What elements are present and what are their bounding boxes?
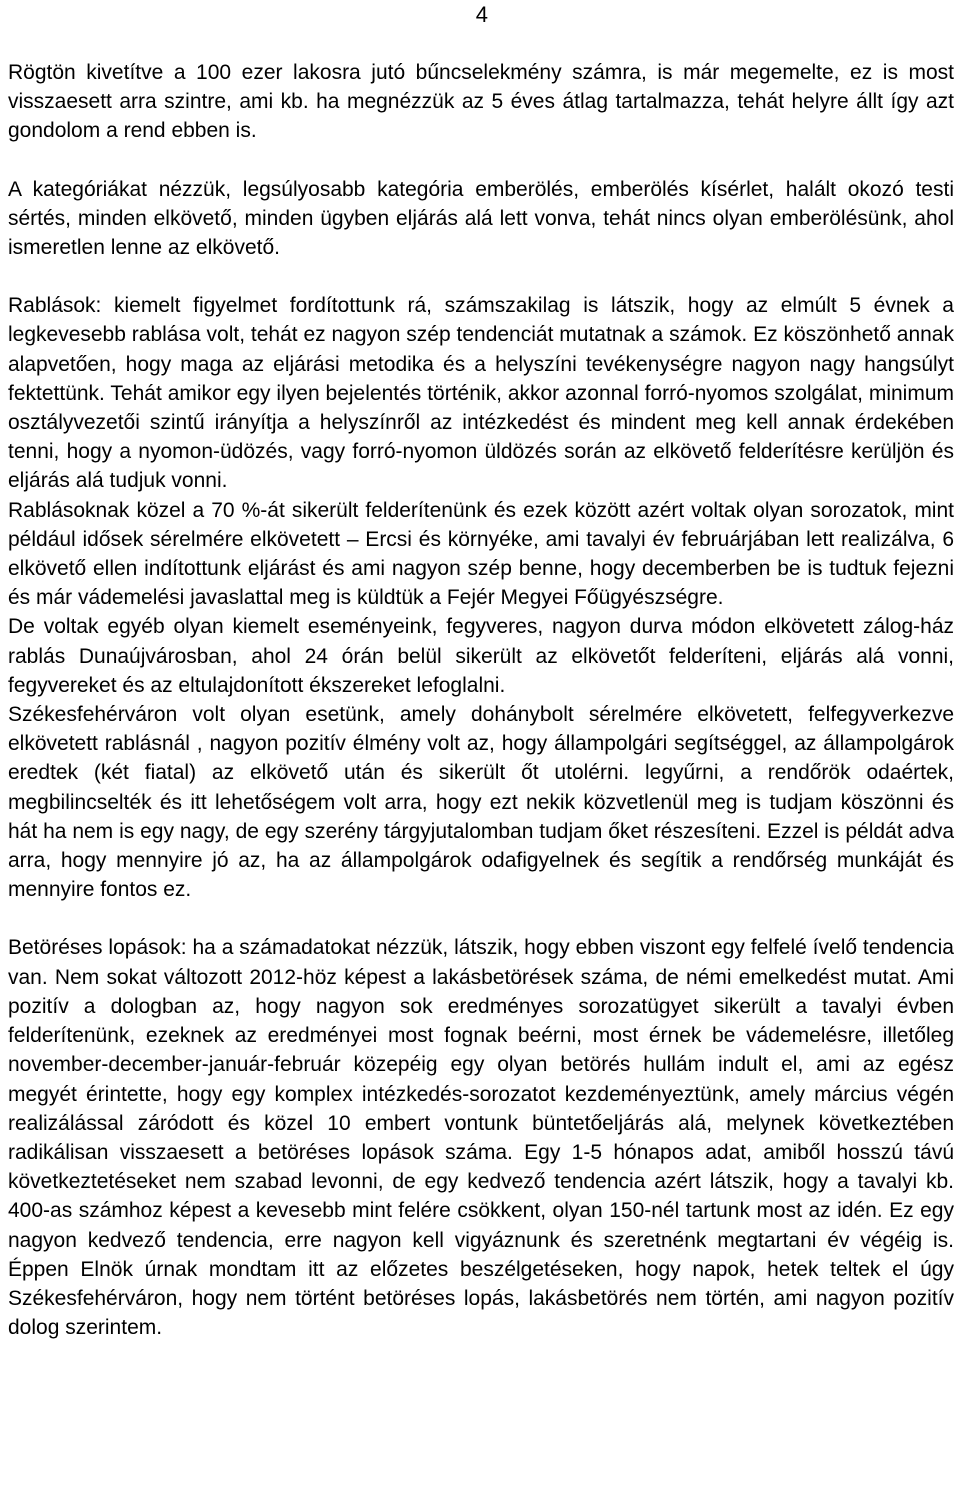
page-number: 4: [475, 2, 488, 27]
document-body: [8, 58, 954, 1342]
paragraph-robberies: Rablások: kiemelt figyelmet fordítottunk rá, számszakilag is látszik, hogy az elmúlt 5 évnek a legkevesebb rablása volt, tehát ez nagyon szép tendenciát mutatnak a számok. Ez köszönhető annak alapvetően, hogy maga az eljárási metodika és a helyszíni tevékenységre nagyon nagy hangsúlyt fektettünk. Tehát amikor egy ilyen bejelentés történik, akkor azonnal forró-nyomos szolgálat, minimum osztályvezetői szintű irányítja a helyszínről az intézkedést és mindent meg kell annak érdekében tenni, hogy a nyomon-üdözés, vagy forró-nyomon üldözés során az elkövető felderítésre kerüljön és eljárás alá tudjuk vonni.: [8, 294, 954, 493]
paragraph-burglaries: Betöréses lopások: ha a számadatokat nézzük, látszik, hogy ebben viszont egy felfelé ívelő tendencia van. Nem sokat változott 2012-höz képest a lakásbetörések száma, de némi emelkedést mutat. Ami pozitív a dologban az, hogy nagyon sok eredményes sorozatügyet sikerült a tavalyi évben felderítenünk, ezeknek az eredményei most fognak beérni, most érnek be vádemelésre, illetőleg november-december-január-február közepéig egy olyan betörés hullám indult el, ami az egész megyét érintette, hogy egy komplex intézkedés-sorozatot kezdeményeztünk, amely március végén realizálással záródott és közel 10 embert vontunk büntetőeljárás alá, melynek következtében radikálisan visszaesett a betöréses lopások száma. Egy 1-5 hónapos adat, amiből hosszú távú következtetéseket nem szabad levonni, de egy kedvező tendencia azért látszik, hogy a tavalyi kb. 400-as számhoz képest a kevesebb mint felére csökkent, olyan 150-nél tartunk most az idén. Ez egy nagyon kedvező tendencia, erre nagyon kell vigyáznunk és szeretnénk megtartani év végéig is. Éppen Elnök úrnak mondtam itt az előzetes beszélgetéseken, hogy napok, hetek teltek el úgy Székesfehérváron, hogy nem történt betöréses lopás, lakásbetörés nem történ, ami nagyon pozitív dolog szerintem.: [8, 936, 954, 1340]
paragraph-pawnshop-robbery: De voltak egyéb olyan kiemelt eseményeink, fegyveres, nagyon durva módon elkövetett zálog-ház rablás Dunaújvárosban, ahol 24 órán belül sikerült az elkövetőt felderíteni, eljárás alá vonni, fegyvereket és az eltulajdonított ékszereket lefoglalni.: [8, 615, 954, 697]
paragraph-categories: A kategóriákat nézzük, legsúlyosabb kategória emberölés, emberölés kísérlet, halált okozó testi sértés, minden elkövető, minden ügyben eljárás alá lett vonva, tehát nincs olyan emberölésünk, ahol ismeretlen lenne az elkövető.: [8, 177, 954, 260]
paragraph-tobacco-shop: Székesfehérváron volt olyan esetünk, amely dohánybolt sérelmére elkövetett, felfegyverkezve elkövetett rablásnál , nagyon pozitív élmény volt az, hogy állampolgári segítséggel, az állampolgárok eredtek (két fiatal) az elkövető után és sikerült őt utolérni. legyűrni, a rendőrök odaértek, megbilincselték és itt lehetőségem volt arra, hogy ezt nekik közvetlenül meg is tudjam köszönni és hát ha nem is egy nagy, de egy szerény tárgyjutalomban tudjam őket részesíteni. Ezzel is példát adva arra, hogy mennyire jó az, ha az állampolgárok odafigyelnek és segítik a rendőrség munkáját és mennyire fontos ez.: [8, 703, 954, 902]
paragraph-crime-rate: Rögtön kivetítve a 100 ezer lakosra jutó bűncselekmény számra, is már megemelte, ez is most visszaesett arra szintre, ami kb. ha megnézzük az 5 éves átlag tartalmazza, tehát helyre állt így azt gondolom a rend ebben is.: [8, 61, 954, 143]
paragraph-robbery-solved: Rablásoknak közel a 70 %-át sikerült felderítenünk és ezek között azért voltak olyan sorozatok, mint például idősek sérelmére elkövetett – Ercsi és környéke, ami tavalyi év februárjában lett realizálva, 6 elkövető ellen indítottunk eljárást és ami nagyon szép benne, hogy decemberben be is tudtuk fejezni és már vádemelési javaslattal meg is küldtük a Fejér Megyei Főügyészségre.: [8, 498, 954, 610]
